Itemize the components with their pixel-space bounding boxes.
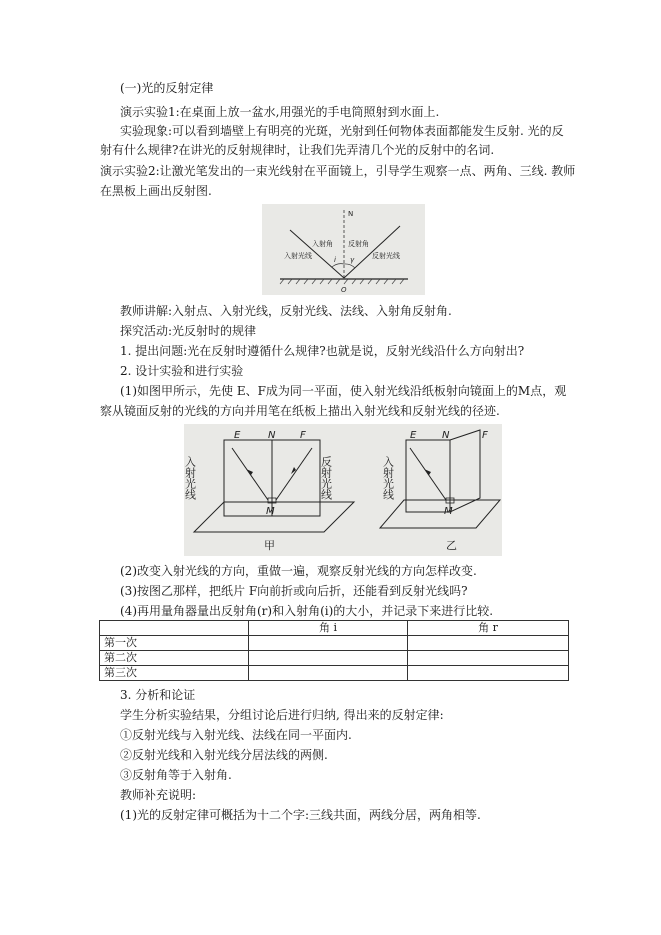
law1: ①反射光线与入射光线、法线在同一平面内. — [120, 728, 352, 742]
caption-right: 乙 — [446, 539, 457, 552]
point-o-label: O — [341, 286, 347, 294]
board-e-right — [406, 440, 450, 512]
explore: 探究活动:光反射时的规律 — [120, 324, 257, 338]
incident-angle-label: 入射角 — [312, 240, 333, 248]
incident-ray-label: 入射光线 — [284, 252, 312, 260]
step2-1-line1: (1)如图甲所示，先使 E、F成为同一平面，使入射光线沿纸板射向镜面上的M点，观 — [120, 384, 567, 398]
table-header-row: 角 i 角 r — [100, 621, 569, 636]
incident-label-left: 入射光线 — [184, 456, 197, 500]
svg-text:N: N — [442, 430, 450, 441]
step2-2: (2)改变入射光线的方向，重做一遍，观察反射光线的方向怎样改变. — [120, 564, 477, 578]
angle-r-label: γ — [350, 256, 355, 264]
normal-label: N — [348, 210, 354, 218]
table-row: 第一次 — [100, 636, 569, 651]
law3: ③反射角等于入射角. — [120, 768, 232, 782]
reflection-figure — [262, 204, 425, 295]
reflected-label-left: 反射光线 — [319, 456, 333, 500]
phenomenon-line1: 实验现象:可以看到墙壁上有明亮的光斑，光射到任何物体表面都能发生反射. 光的反 — [120, 124, 564, 138]
mirror-plane-right — [380, 500, 500, 528]
demo1: 演示实验1:在桌面上放一盆水,用强光的手电筒照射到水面上. — [120, 105, 440, 119]
step3: 3. 分析和论证 — [120, 688, 196, 702]
step2-1-line2: 察从镜面反射的光线的方向并用笔在纸板上描出入射光线和反射光线的径迹. — [100, 404, 500, 418]
label-e: E — [234, 430, 241, 441]
step2: 2. 设计实验和进行实验 — [120, 364, 244, 378]
teacher-supp: 教师补充说明: — [120, 788, 197, 802]
step1: 1. 提出问题:光在反射时遵循什么规律?也就是说，反射光线沿什么方向射出? — [120, 344, 525, 358]
incident-label-right: 入射光线 — [381, 456, 395, 500]
demo2-line1: 演示实验2:让激光笔发出的一束光线射在平面镜上，引导学生观察一点、两角、三线. 教师 — [100, 164, 576, 178]
record-table — [99, 620, 569, 681]
label-m-right: M — [444, 506, 453, 517]
step2-3: (3)按图乙那样，把纸片 F向前折或向后折，还能看到反射光线吗? — [120, 584, 468, 598]
reflected-ray-label: 反射光线 — [372, 252, 400, 260]
analysis: 学生分析实验结果，分组讨论后进行归纳, 得出来的反射定律: — [120, 708, 444, 722]
table-row: 第三次 — [100, 666, 569, 681]
demo2-line2: 在黑板上画出反射图. — [100, 184, 212, 198]
heading: (一)光的反射定律 — [120, 81, 214, 95]
reflect-angle-label: 反射角 — [348, 240, 369, 248]
phenomenon-line2: 射有什么规律?在讲光的反射规律时，让我们先弄清几个光的反射中的名词. — [100, 143, 495, 157]
label-f: F — [300, 430, 306, 441]
caption-left: 甲 — [264, 539, 275, 552]
angle-i-label: i — [334, 256, 336, 264]
svg-text:E: E — [410, 430, 417, 441]
label-n: N — [268, 430, 276, 441]
law2: ②反射光线和入射光线分居法线的两侧. — [120, 748, 328, 762]
teacher-explain: 教师讲解:入射点、入射光线，反射光线、法线、入射角反射角. — [120, 304, 452, 318]
table-row: 第二次 — [100, 651, 569, 666]
step2-4: (4)再用量角器量出反射角(r)和入射角(i)的大小，并记录下来进行比较. — [120, 604, 494, 618]
svg-text:F: F — [482, 430, 488, 441]
label-m-left: M — [266, 506, 275, 517]
supp1: (1)光的反射定律可概括为十二个字:三线共面，两线分居，两角相等. — [120, 808, 481, 822]
experiment-figure — [184, 424, 502, 556]
